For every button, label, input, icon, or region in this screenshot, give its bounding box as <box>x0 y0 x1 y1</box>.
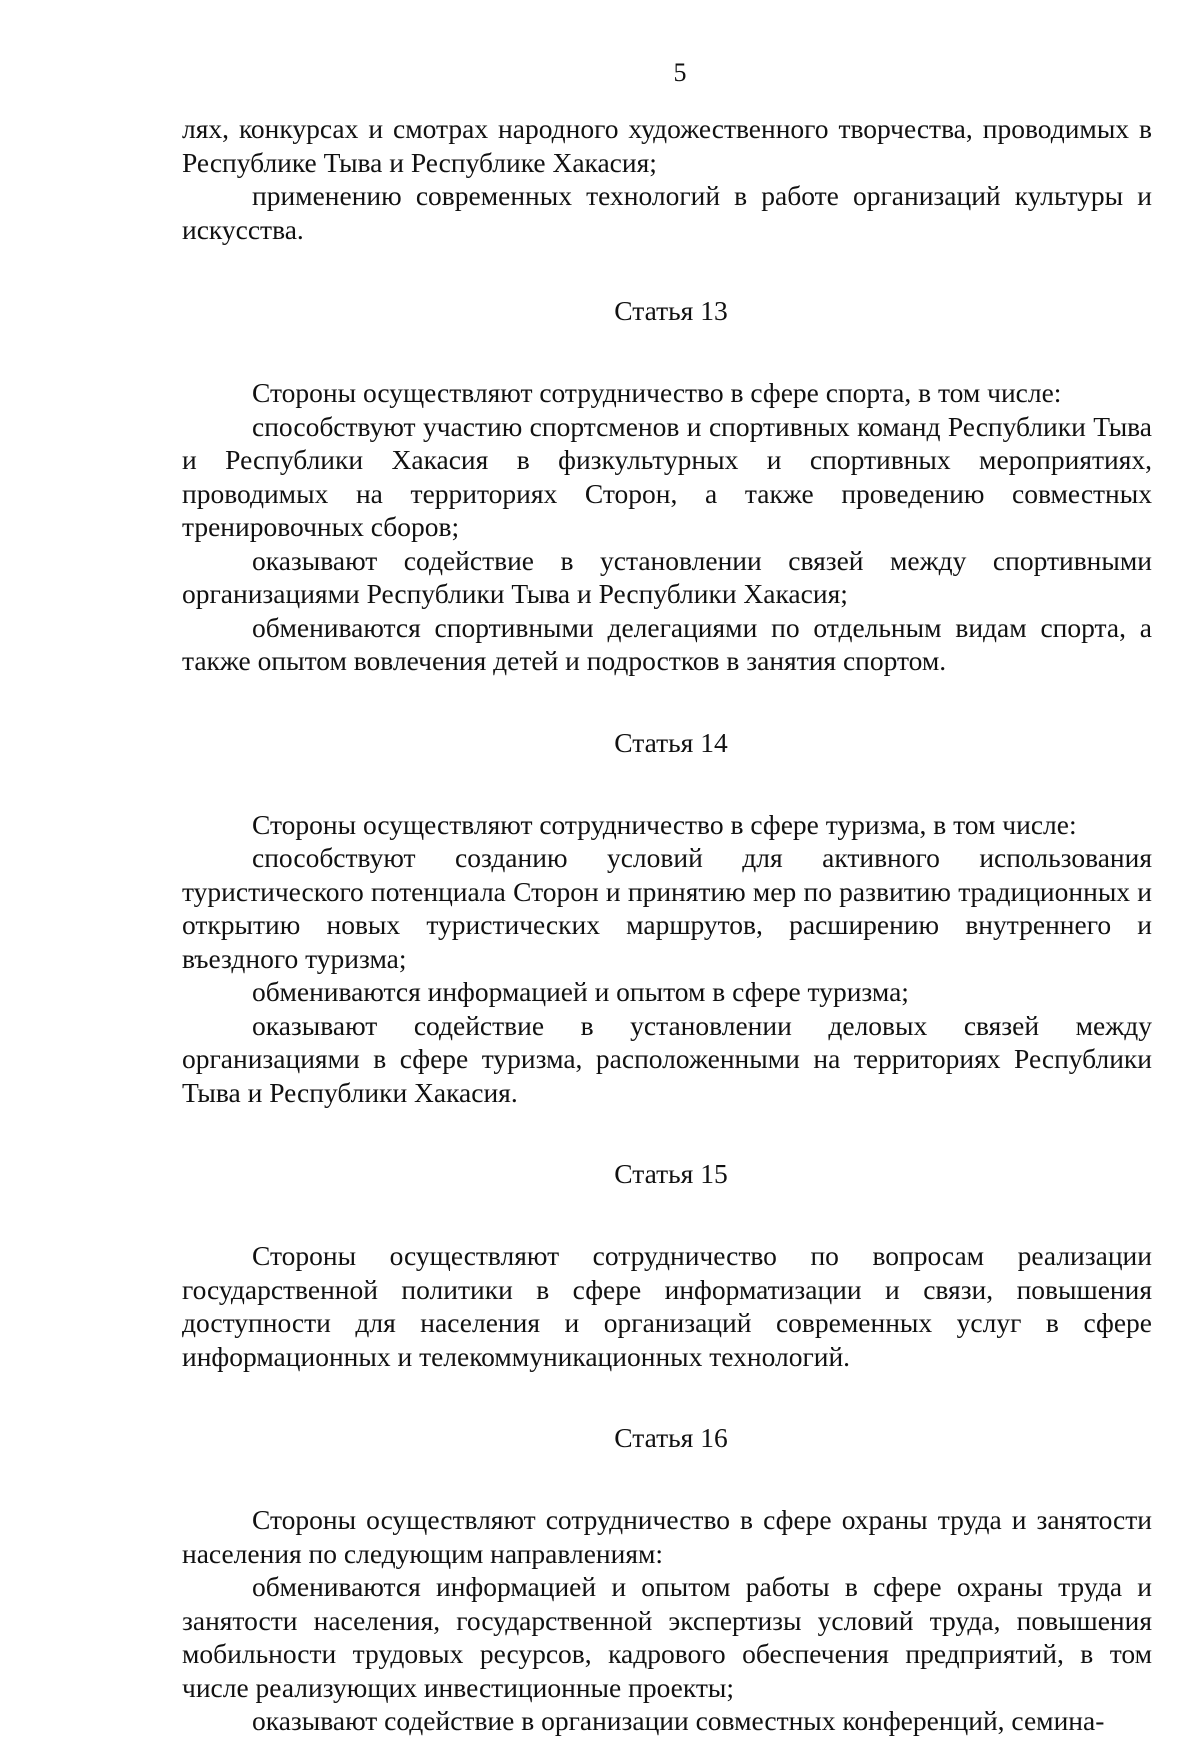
article-14-paragraph: способствуют созданию условий для активного использования туристического потенциала Сторон и принятию мер по развитию традиционных и открытию новых туристических маршрутов, расширению внутреннего и въездного туризма; <box>182 842 1152 974</box>
article-14-title: Статья 14 <box>614 726 728 758</box>
article-16-title: Статья 16 <box>614 1422 728 1453</box>
article-15-title: Статья 15 <box>614 1158 728 1189</box>
document-body <box>182 112 1152 1738</box>
article-15 <box>182 1109 1152 1373</box>
article-13-paragraph: способствуют участию спортсменов и спортивных команд Республики Тыва и Республики Хакасия в физкультурных и спортивных мероприятиях, проводимых на территориях Сторон, а также проведению совместных тренировочных сборов; <box>182 410 1152 542</box>
article-14 <box>182 678 1152 1110</box>
article-13-title: Статья 13 <box>614 295 728 326</box>
article-13-paragraph: обмениваются спортивными делегациями по отдельным видам спорта, а также опытом вовлечения детей и подростков в занятия спортом. <box>182 611 1152 676</box>
page-number: 5 <box>673 58 687 87</box>
article-14-paragraph: Стороны осуществляют сотрудничество в сфере туризма, в том числе: <box>252 808 1077 840</box>
article-14-paragraph: оказывают содействие в установлении деловых связей между организациями в сфере туризма, расположенными на территориях Республики Тыва и Республики Хакасия. <box>182 1009 1152 1108</box>
article-13 <box>182 246 1152 678</box>
article-16-paragraph: обмениваются информацией и опытом работы в сфере охраны труда и занятости населения, государственной экспертизы условий труда, повышения мобильности трудовых ресурсов, кадрового обеспечения предприятий, в том числе реализующих инвестиционные проекты; <box>182 1571 1152 1703</box>
article-14-paragraph: обмениваются информацией и опытом в сфере туризма; <box>252 976 909 1007</box>
article-16-paragraph: Стороны осуществляют сотрудничество в сфере охраны труда и занятости населения по следующим направлениям: <box>182 1504 1152 1569</box>
intro-paragraph: применению современных технологий в работе организаций культуры и искусства. <box>182 180 1152 245</box>
article-16 <box>182 1373 1152 1738</box>
article-13-paragraph: Стороны осуществляют сотрудничество в сфере спорта, в том числе: <box>252 377 1062 408</box>
article-13-paragraph: оказывают содействие в установлении связей между спортивными организациями Республики Тыва и Республики Хакасия; <box>182 544 1152 609</box>
article-16-paragraph: оказывают содействие в организации совместных конференций, семина- <box>252 1705 1105 1736</box>
article-15-paragraph: Стороны осуществляют сотрудничество по вопросам реализации государственной политики в сфере информатизации и связи, повышения доступности для населения и организаций современных услуг в сфере информационных и телекоммуникационных технологий. <box>182 1240 1152 1372</box>
intro-paragraph-continuation: лях, конкурсах и смотрах народного художественного творчества, проводимых в Республике Тыва и Республике Хакасия; <box>182 113 1152 178</box>
